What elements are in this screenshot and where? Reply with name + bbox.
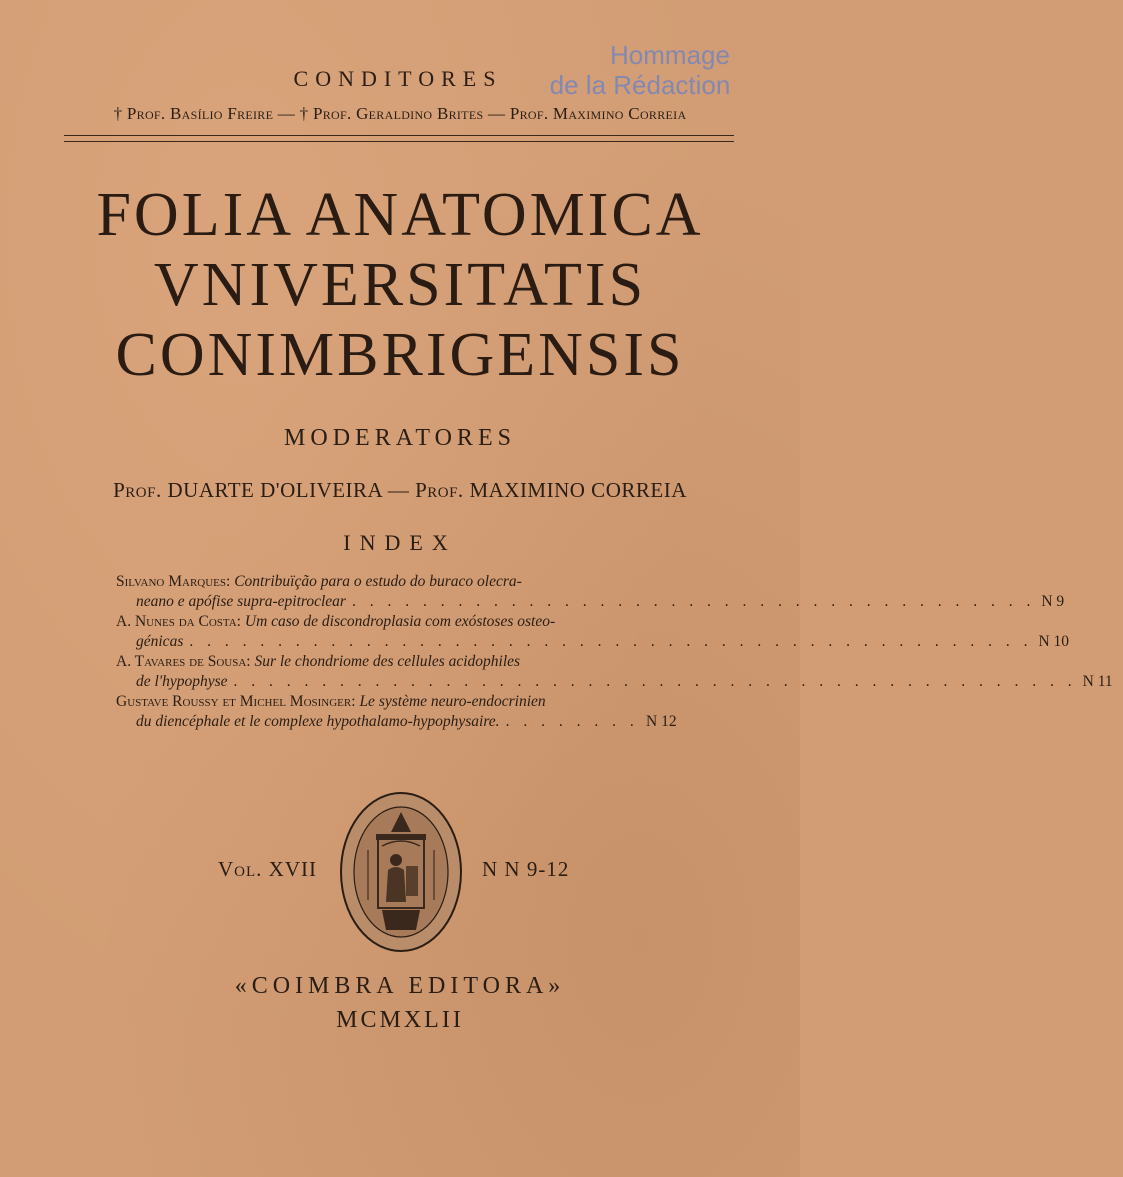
moderator-name-1: DUARTE D'OLIVEIRA <box>167 478 383 502</box>
index-list <box>116 572 1113 732</box>
entry-title-line-2: neano e apófise supra-epitroclear <box>136 593 346 610</box>
index-entry <box>116 572 1065 612</box>
header-rule-top <box>64 135 734 136</box>
issue-numbers: N N 9-12 <box>482 857 570 881</box>
index-entry <box>116 652 1113 692</box>
moderators-line <box>0 478 800 503</box>
founders-line: † Prof. Basílio Freire — † Prof. Geraldino Brites — Prof. Maximino Correia <box>113 104 687 123</box>
title-line-3: CONIMBRIGENSIS <box>115 321 685 389</box>
prof-label-1: Prof. <box>113 478 162 502</box>
leader-dots: . . . . . . . . . . . . . . . . . . . . . . . . . . . . . . . . . . . . . . . . . . . . . . . . <box>189 633 1033 650</box>
moderatores-heading: MODERATORES <box>284 425 516 451</box>
moderator-separator: — <box>387 478 410 502</box>
entry-title-line-2: génicas <box>136 633 184 650</box>
entry-title-line-1: Um caso de discondroplasia com exóstoses osteo- <box>244 613 556 630</box>
entry-title-line-2: de l'hypophyse <box>136 673 228 690</box>
stamp-line-1: Hommage <box>610 40 730 70</box>
entry-author: Gustave Roussy et Michel Mosinger: <box>116 693 356 710</box>
entry-title-line-2: du diencéphale et le complexe hypothalamo-hypophysaire. <box>136 713 500 730</box>
entry-number: N 9 <box>1041 593 1065 610</box>
leader-dots: . . . . . . . . . . . . . . . . . . . . . . . . . . . . . . . . . . . . . . . <box>351 593 1036 610</box>
index-entry <box>116 612 1070 652</box>
entry-title-line-1: Contribuïção para o estudo do buraco olecra- <box>234 573 522 590</box>
index-heading: INDEX <box>343 530 457 555</box>
prof-label-2: Prof. <box>415 478 464 502</box>
university-seal-icon <box>338 790 464 954</box>
entry-author: A. Tavares de Sousa: <box>116 653 251 670</box>
entry-number: N 12 <box>646 713 677 730</box>
header-rule-bottom <box>64 141 734 142</box>
entry-author: A. Nunes da Costa: <box>116 613 241 630</box>
entry-title-line-1: Le système neuro-endocrinien <box>359 693 546 710</box>
entry-author: Silvano Marques: <box>116 573 231 590</box>
title-line-1: FOLIA ANATOMICA <box>96 181 704 249</box>
volume-label: Vol. XVII <box>218 857 317 881</box>
conditores-heading: CONDITORES <box>293 66 503 91</box>
publication-year: MCMXLII <box>336 1007 464 1033</box>
moderator-name-2: MAXIMINO CORREIA <box>469 478 687 502</box>
entry-number: N 11 <box>1082 673 1113 690</box>
entry-title-line-1: Sur le chondriome des cellules acidophiles <box>254 653 521 670</box>
publisher-name: «COIMBRA EDITORA» <box>234 973 566 999</box>
entry-number: N 10 <box>1038 633 1070 650</box>
leader-dots: . . . . . . . . . . . . . . . . . . . . . . . . . . . . . . . . . . . . . . . . . . . . . . . . <box>233 673 1077 690</box>
stamp-line-2: de la Rédaction <box>549 70 731 100</box>
index-entry <box>116 692 686 732</box>
title-line-2: VNIVERSITATIS <box>153 251 647 319</box>
leader-dots: . . . . . . . . <box>505 713 639 730</box>
